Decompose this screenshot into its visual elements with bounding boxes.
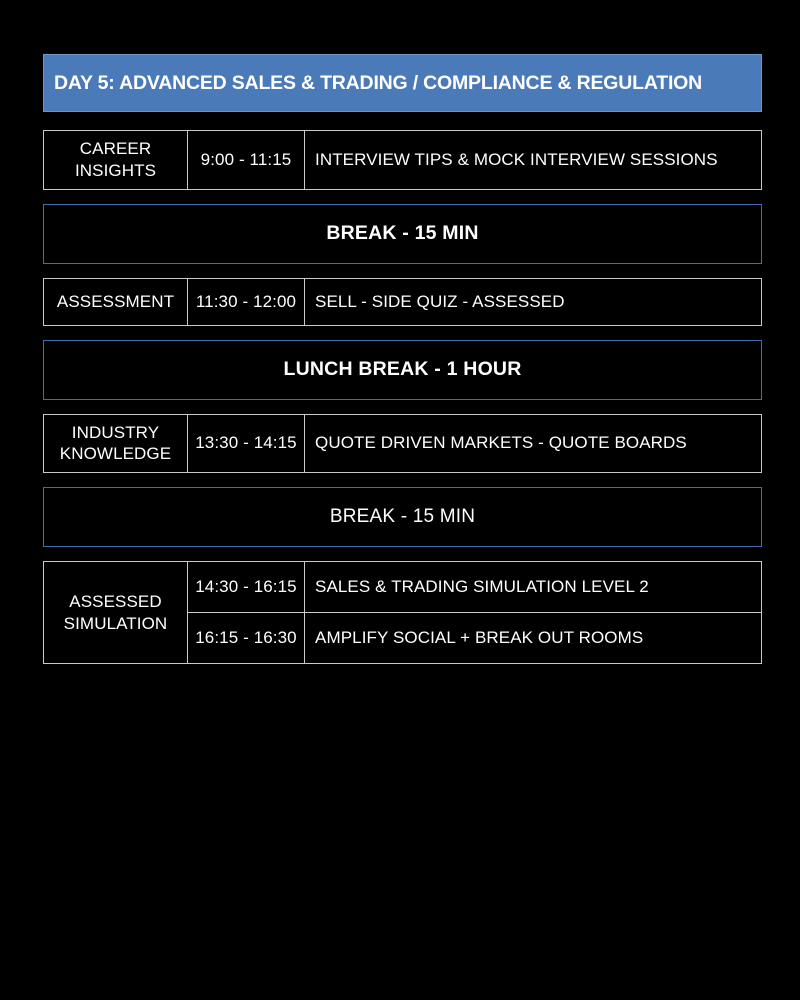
schedule-row-assessment	[43, 278, 762, 326]
session-time-cell	[188, 562, 305, 613]
schedule-row-industry-knowledge	[43, 414, 762, 474]
session-description: SELL - SIDE QUIZ - ASSESSED	[315, 291, 565, 311]
session-time-cell	[188, 278, 305, 325]
session-label	[44, 584, 187, 642]
session-time: 9:00 - 11:15	[200, 149, 292, 169]
table-row	[44, 278, 762, 325]
day-header-title: DAY 5: ADVANCED SALES & TRADING / COMPLIANCE & REGULATION	[54, 71, 703, 94]
table-row	[44, 131, 762, 190]
session-description-cell	[305, 131, 762, 190]
session-label-line-2: INSIGHTS	[74, 160, 157, 180]
session-label-line-1: ASSESSMENT	[56, 291, 175, 311]
break-box	[43, 204, 762, 264]
session-label-line-1: ASSESSED	[69, 591, 162, 611]
schedule-row-break-2	[43, 487, 762, 547]
session-description-cell	[305, 414, 762, 473]
session-table	[43, 130, 762, 190]
schedule-sheet	[43, 54, 762, 678]
session-description: SALES & TRADING SIMULATION LEVEL 2	[315, 577, 649, 596]
session-label-line-2: SIMULATION	[63, 613, 168, 633]
schedule-row-career-insights	[43, 130, 762, 190]
session-time: 16:15 - 16:30	[195, 628, 297, 647]
session-label-cell	[44, 562, 188, 664]
session-time: 14:30 - 16:15	[195, 577, 297, 596]
session-time: 13:30 - 14:15	[195, 433, 297, 453]
day-header-banner	[43, 54, 762, 112]
break-label: LUNCH BREAK - 1 HOUR	[283, 358, 522, 380]
break-box	[43, 487, 762, 547]
schedule-row-assessed-simulation	[43, 561, 762, 664]
session-description: AMPLIFY SOCIAL + BREAK OUT ROOMS	[315, 628, 644, 647]
session-table	[43, 561, 762, 664]
session-label-line-1: INDUSTRY	[71, 422, 160, 442]
session-label-line-1: CAREER	[79, 139, 152, 158]
session-table	[43, 414, 762, 474]
session-time: 11:30 - 12:00	[195, 291, 297, 311]
session-label	[44, 284, 187, 320]
schedule-row-break-1	[43, 204, 762, 264]
break-box	[43, 340, 762, 400]
break-label: BREAK - 15 MIN	[329, 506, 476, 527]
session-label	[44, 415, 187, 473]
session-label-cell	[44, 414, 188, 473]
session-time-cell	[188, 131, 305, 190]
session-label-cell	[44, 278, 188, 325]
session-description-cell	[305, 562, 762, 613]
table-row	[44, 562, 762, 613]
break-label: BREAK - 15 MIN	[326, 222, 479, 244]
session-description-cell	[305, 278, 762, 325]
schedule-row-lunch-break	[43, 340, 762, 400]
session-description-cell	[305, 613, 762, 664]
session-label	[44, 131, 187, 189]
session-time-cell	[188, 414, 305, 473]
table-row	[44, 414, 762, 473]
session-table	[43, 278, 762, 326]
session-label-line-2: KNOWLEDGE	[59, 444, 172, 464]
session-description: INTERVIEW TIPS & MOCK INTERVIEW SESSIONS	[315, 149, 718, 169]
session-label-cell	[44, 131, 188, 190]
session-time-cell	[188, 613, 305, 664]
session-description: QUOTE DRIVEN MARKETS - QUOTE BOARDS	[315, 433, 687, 453]
